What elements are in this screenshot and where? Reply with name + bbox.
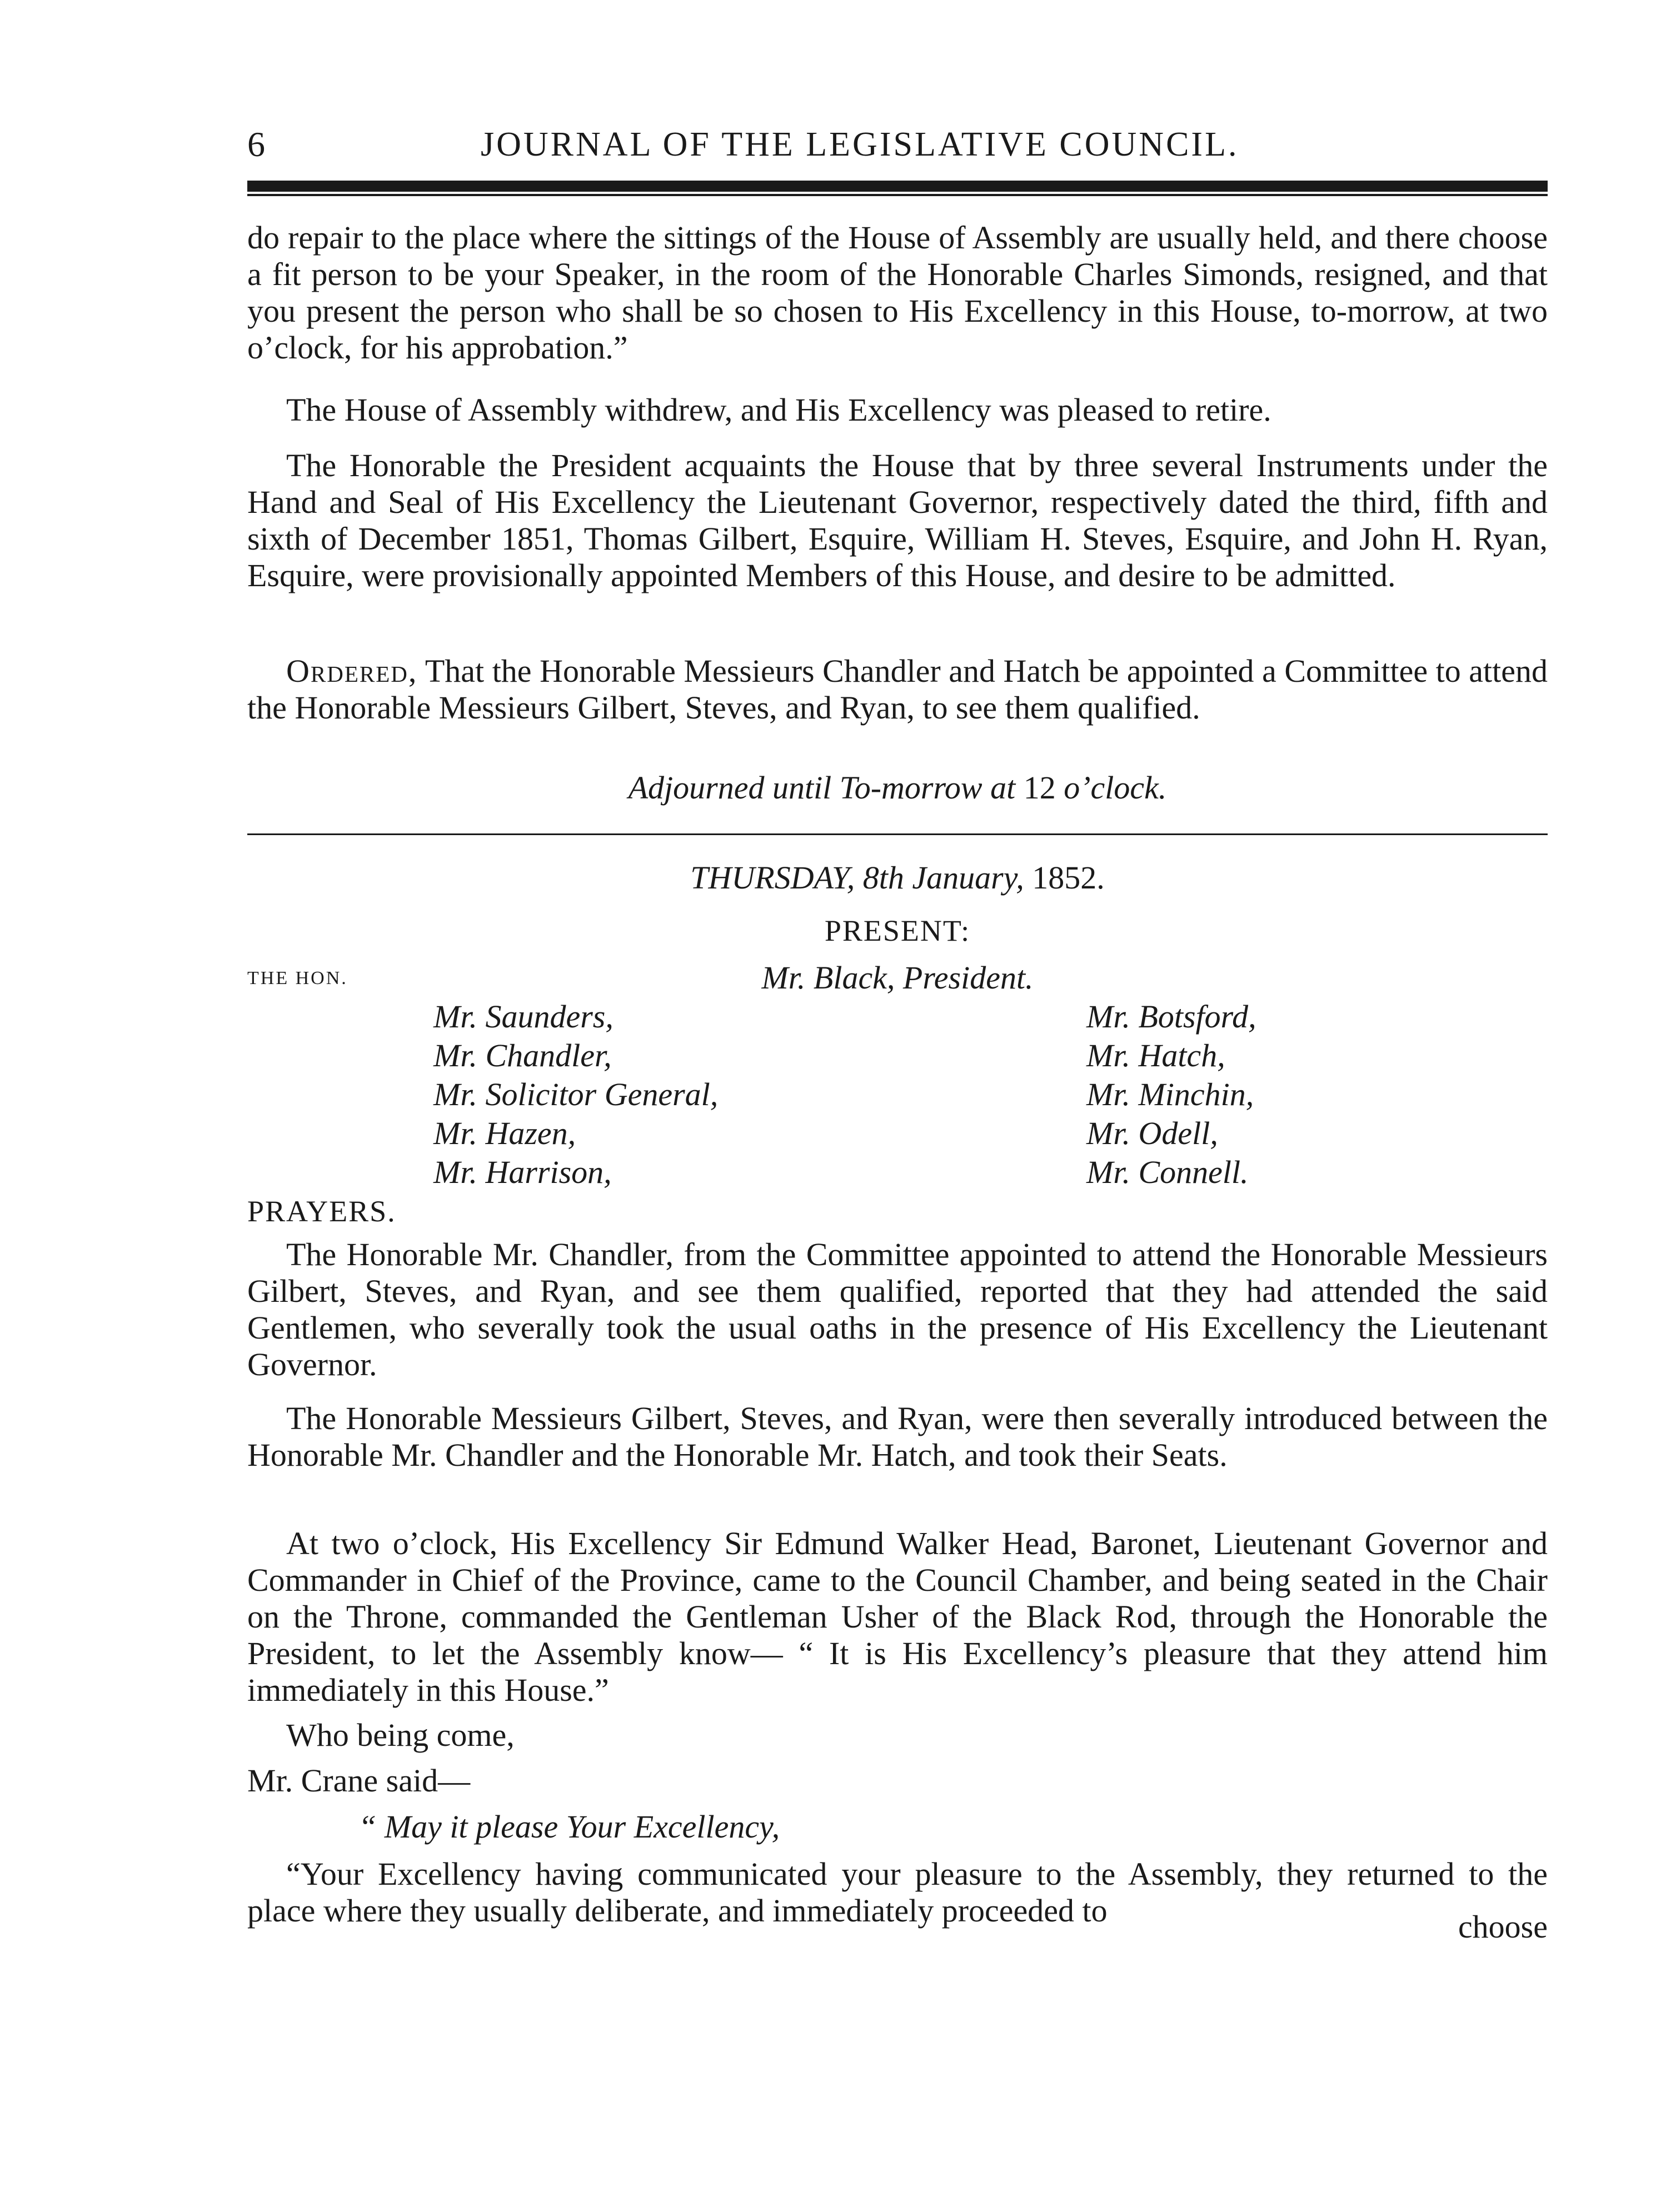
ordered-text: That the Honorable Messieurs Chandler and Hatch be appointed a Committee to attend the Honorable Messieurs Gilbert, Steves, and Ryan, to see them qualified. [247,653,1548,726]
page-number: 6 [247,124,265,164]
dateline-year: 1852. [1032,860,1105,896]
catchword: choose [1458,1909,1548,1945]
adjourned-hour: 12 [1023,770,1056,806]
dateline-date: 8th January, [855,860,1032,896]
member-name: Mr. Connell. [1086,1154,1249,1190]
paragraph-ordered [247,653,1548,726]
adjourned-line [247,770,1548,806]
present-heading: PRESENT: [824,914,971,947]
paragraph-continuation: do repair to the place where the sittings of the House of Assembly are usually held, and there choose a fit person to be your Speaker, in the room of the Honorable Charles Simonds, resigned, and that you present the person who shall be so chosen to His Excellency in this House, to-morrow, at two o’clock, for his approbation.” [247,219,1548,366]
ordered-label: Ordered, [286,653,418,689]
member-name: Mr. Hazen, [433,1115,576,1151]
member-name: Mr. Chandler, [433,1037,612,1073]
paragraph-members-introduced: The Honorable Messieurs Gilbert, Steves, and Ryan, were then severally introduced between the Honorable Mr. Chandler and the Honorable Mr. Hatch, and took their Seats. [247,1400,1548,1473]
paragraph-president-acquaints: The Honorable the President acquaints the House that by three several Instruments under the Hand and Seal of His Excellency the Lieutenant Governor, respectively dated the third, fifth and sixth of December 1851, Thomas Gilbert, Esquire, William H. Steves, Esquire, and John H. Ryan, Esquire, were provisionally appointed Members of this House, and desire to be admitted. [247,447,1548,593]
header-rule [247,181,1548,192]
member-name: Mr. Botsford, [1086,998,1256,1035]
adjourned-oclock: o’clock. [1055,770,1167,806]
running-title: JOURNAL OF THE LEGISLATIVE COUNCIL. [481,126,1239,163]
president-line: Mr. Black, President. [761,960,1034,996]
adjourned-text: Adjourned until To-morrow at [628,770,1024,806]
section-divider [247,833,1548,835]
paragraph-excellency-arrives: At two o’clock, His Excellency Sir Edmund Walker Head, Baronet, Lieutenant Governor and Commander in Chief of the Province, came to the Council Chamber, and being seated in the Chair on the Throne, commanded the Gentleman Usher of the Black Rod, through the Honorable the President, to let the Assembly know— “ It is His Excellency’s pleasure that they attend him immediately in this House.” [247,1525,1548,1708]
member-name: Mr. Harrison, [433,1154,612,1190]
session-dateline [247,858,1548,897]
member-name: Mr. Odell, [1086,1115,1218,1151]
page-header [247,119,1548,169]
members-right-column [1086,997,1256,1192]
member-name: Mr. Minchin, [1086,1076,1254,1112]
member-name: Mr. Hatch, [1086,1037,1225,1073]
members-left-column [433,997,718,1192]
paragraph-chandler-report: The Honorable Mr. Chandler, from the Committee appointed to attend the Honorable Messieurs Gilbert, Steves, and Ryan, and see them qualified, reported that they had attended the said Gentlemen, who severally took the usual oaths in the presence of His Excellency the Lieutenant Governor. [247,1236,1548,1382]
dateline-day: THURSDAY, [690,860,855,896]
member-name: Mr. Saunders, [433,998,613,1035]
prayers-heading: PRAYERS. [247,1195,396,1228]
crane-said-line: Mr. Crane said— [247,1762,471,1799]
paragraph-who-being-come: Who being come, [286,1717,515,1753]
paragraph-address-begins: “Your Excellency having communicated your pleasure to the Assembly, they returned to the place where they usually deliberate, and immediately proceeded to [247,1856,1548,1929]
paragraph-assembly-withdrew: The House of Assembly withdrew, and His Excellency was pleased to retire. [286,392,1271,428]
member-name: Mr. Solicitor General, [433,1076,719,1112]
salutation-line: “ May it please Your Excellency, [358,1809,780,1845]
the-hon-label: THE HON. [247,968,348,988]
